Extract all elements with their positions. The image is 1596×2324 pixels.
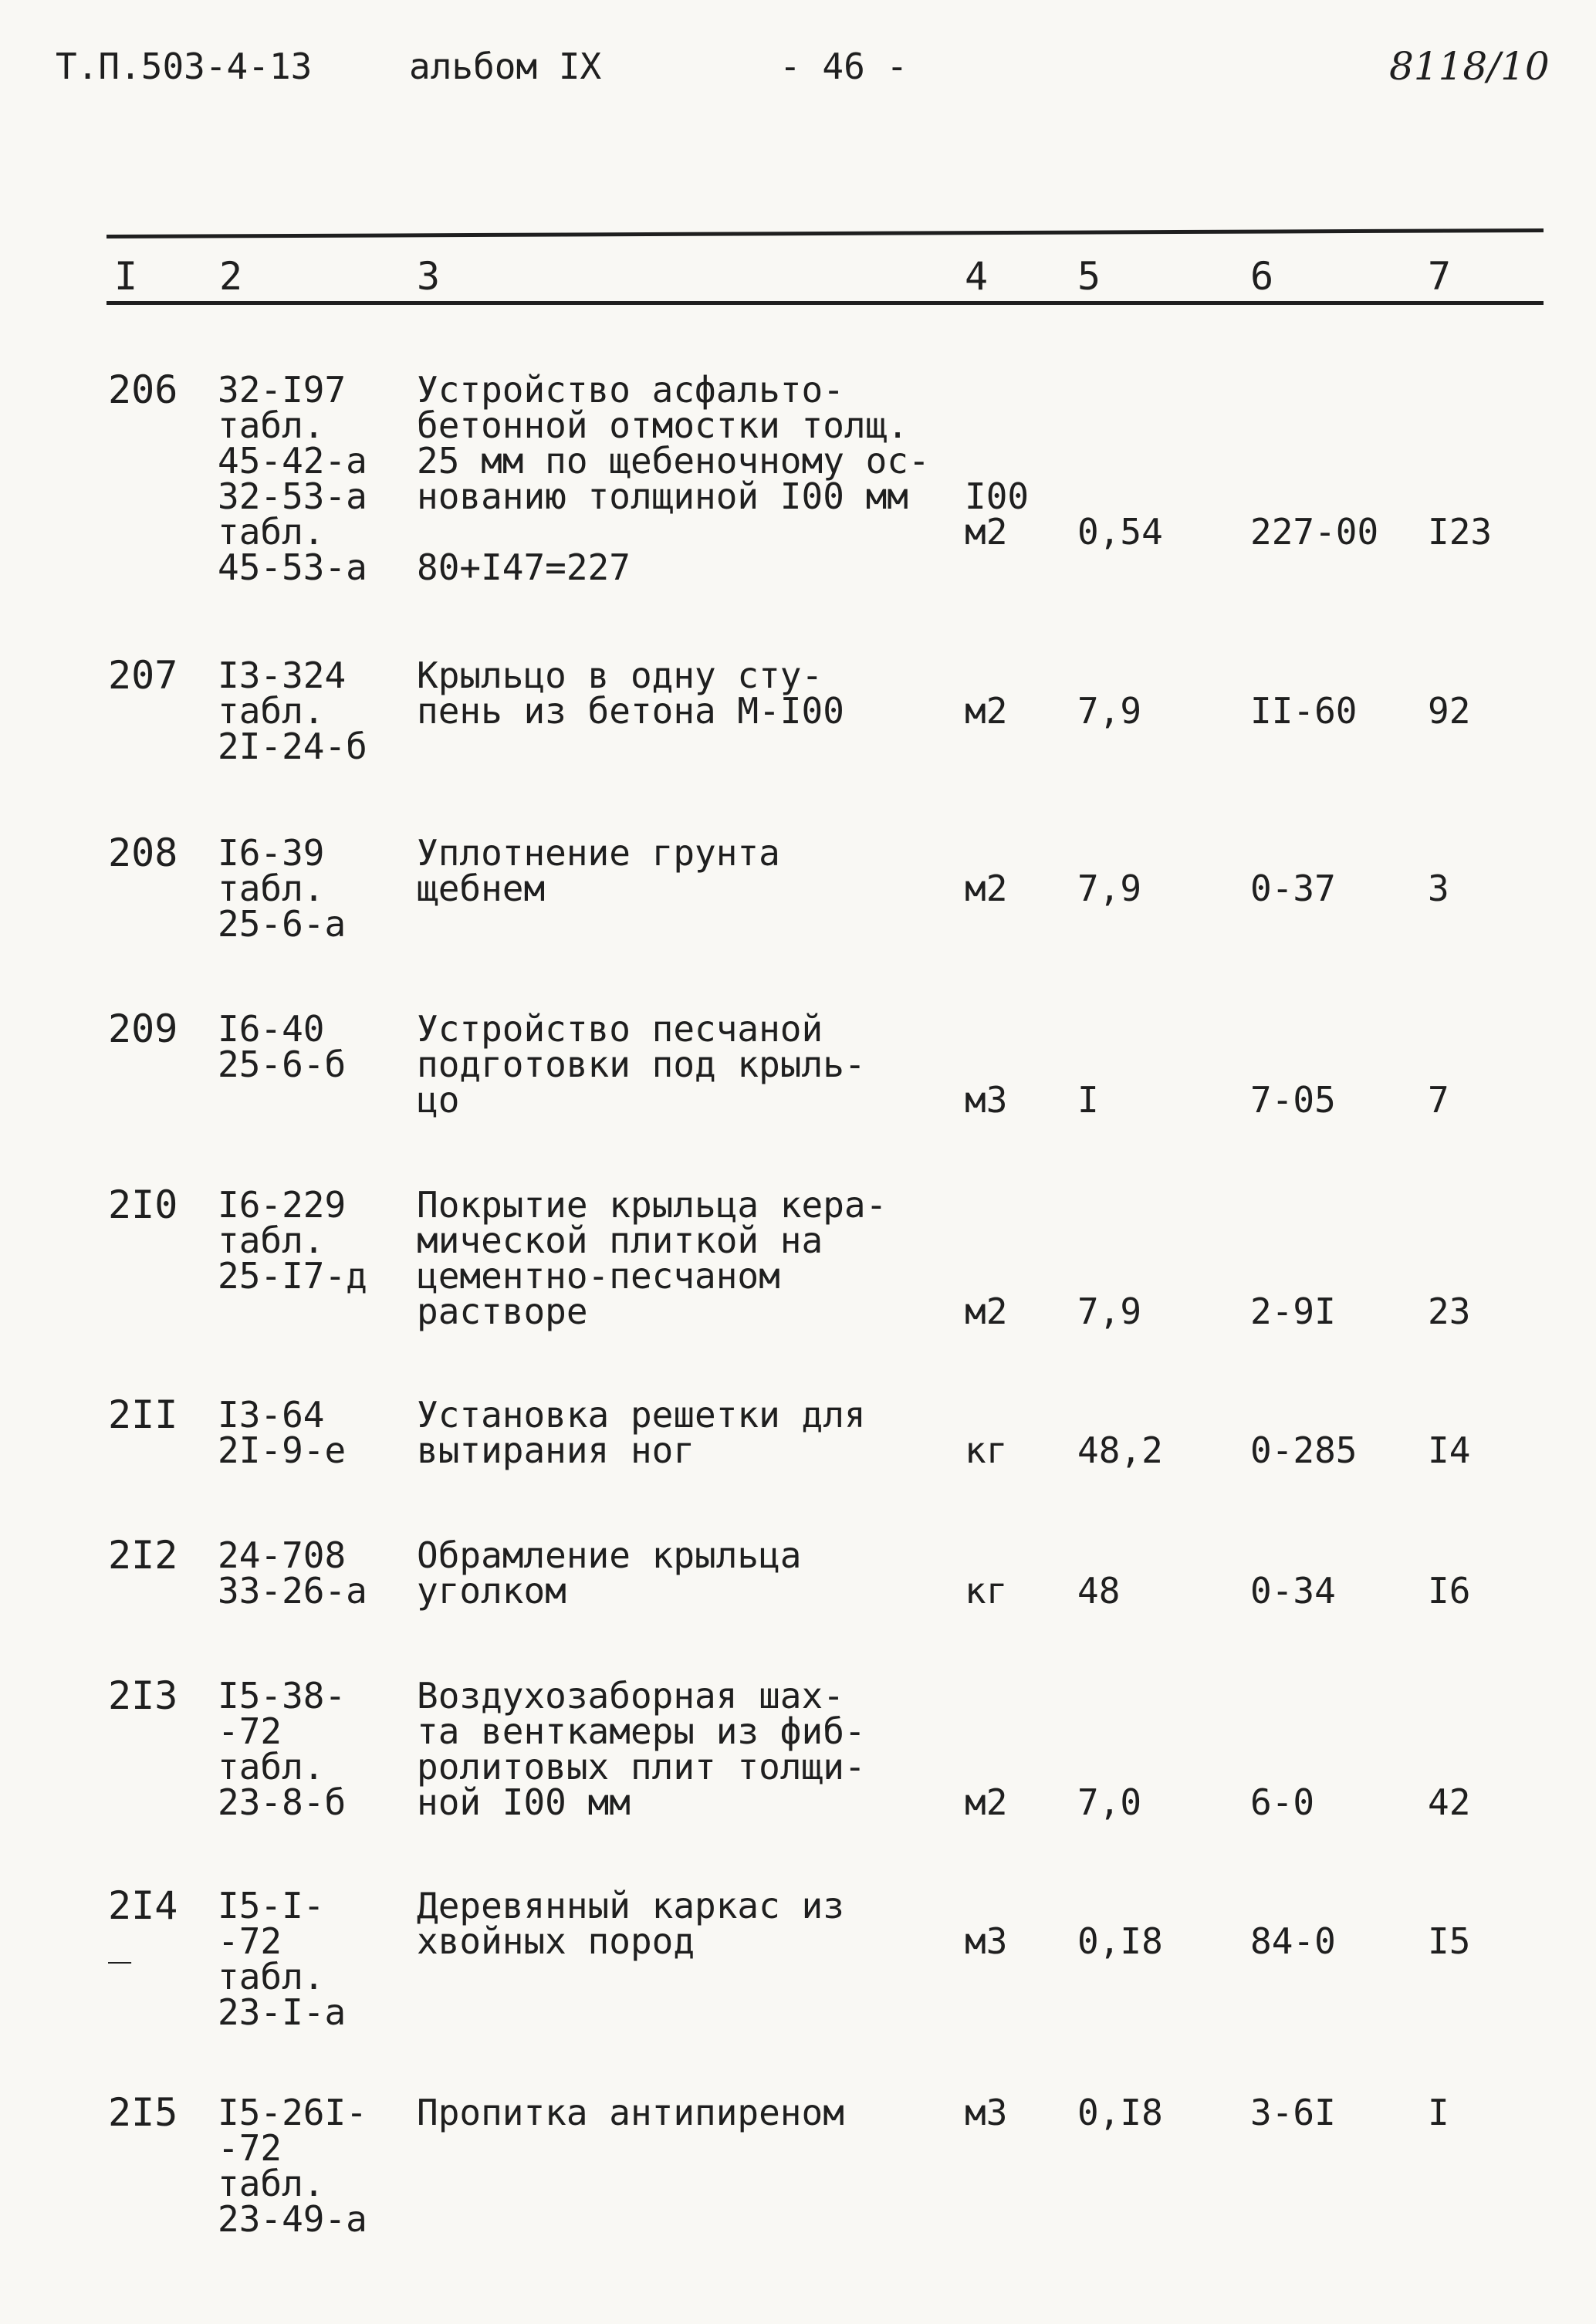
table-top-rule	[107, 228, 1544, 238]
unit: м3	[965, 2092, 1008, 2133]
total-cost: 3	[1428, 868, 1449, 909]
unit-price: 84-0	[1250, 1920, 1336, 1962]
quantity: 48,2	[1077, 1429, 1163, 1471]
work-description: Устройство песчаной подготовки под крыль- цо	[417, 1008, 866, 1121]
item-number: 209	[108, 1006, 178, 1051]
column-number: 7	[1428, 254, 1452, 299]
work-description: Обрамление крыльца уголком	[417, 1534, 802, 1612]
item-number: 2I4 _	[108, 1883, 178, 1964]
total-cost: 23	[1428, 1291, 1471, 1332]
unit: м2	[965, 690, 1008, 732]
document-code: Т.П.503-4-13	[56, 46, 313, 87]
total-cost: 7	[1428, 1079, 1449, 1121]
column-number: 3	[417, 254, 441, 299]
column-number: 6	[1250, 254, 1274, 299]
norm-codes: 32-I97 табл. 45-42-а 32-53-а табл. 45-53-а	[218, 369, 367, 588]
total-cost: 92	[1428, 690, 1471, 732]
item-number: 2I3	[108, 1673, 178, 1718]
total-cost: I	[1428, 2092, 1449, 2133]
work-description: Деревянный каркас из хвойных пород	[417, 1885, 844, 1962]
quantity: 0,I8	[1077, 2092, 1163, 2133]
quantity: 7,9	[1077, 1291, 1142, 1332]
header-underline	[107, 301, 1544, 305]
item-number: 2I0	[108, 1182, 178, 1227]
unit-price: 7-05	[1250, 1079, 1336, 1121]
work-description: Покрытие крыльца кера- мической плиткой на цементно-песчаном растворе	[417, 1184, 888, 1332]
work-description: Пропитка антипиреном	[417, 2092, 844, 2133]
total-cost: 42	[1428, 1781, 1471, 1823]
norm-codes: I6-40 25-6-б	[218, 1008, 347, 1085]
unit: м2	[965, 868, 1008, 909]
norm-codes: I5-26I- -72 табл. 23-49-а	[218, 2092, 367, 2240]
total-cost: I5	[1428, 1920, 1471, 1962]
total-cost: I4	[1428, 1429, 1471, 1471]
unit: м3	[965, 1079, 1008, 1121]
work-description: Крыльцо в одну сту- пень из бетона М-I00	[417, 655, 844, 732]
unit: кг	[965, 1429, 1008, 1471]
column-number: I	[114, 254, 138, 299]
album-label: альбом IX	[409, 46, 602, 87]
unit-price: 2-9I	[1250, 1291, 1336, 1332]
unit-price: 0-285	[1250, 1429, 1358, 1471]
total-cost: I23	[1428, 511, 1493, 553]
total-cost: I6	[1428, 1570, 1471, 1612]
unit: м3	[965, 1920, 1008, 1962]
norm-codes: I5-I- -72 табл. 23-I-а	[218, 1885, 347, 2033]
unit-price: 0-37	[1250, 868, 1336, 909]
page-number: - 46 -	[779, 46, 908, 87]
work-description: Уплотнение грунта щебнем	[417, 832, 780, 909]
unit-price: 3-6I	[1250, 2092, 1336, 2133]
unit-price: 6-0	[1250, 1781, 1315, 1823]
quantity: 0,I8	[1077, 1920, 1163, 1962]
quantity: 0,54	[1077, 511, 1163, 553]
norm-codes: I6-229 табл. 25-I7-д	[218, 1184, 367, 1297]
column-number: 5	[1077, 254, 1101, 299]
sheet-reference: 8118/10	[1389, 44, 1550, 89]
norm-codes: I5-38- -72 табл. 23-8-б	[218, 1675, 347, 1823]
column-number: 2	[219, 254, 243, 299]
unit-price: 227-00	[1250, 511, 1379, 553]
item-number: 2I2	[108, 1533, 178, 1578]
item-number: 206	[108, 367, 178, 412]
item-number: 207	[108, 653, 178, 698]
unit-price: 0-34	[1250, 1570, 1336, 1612]
norm-codes: I3-64 2I-9-е	[218, 1394, 347, 1471]
unit: м2	[965, 1781, 1008, 1823]
item-number: 2I5	[108, 2090, 178, 2135]
quantity: 7,9	[1077, 868, 1142, 909]
unit-price: II-60	[1250, 690, 1358, 732]
column-number: 4	[965, 254, 989, 299]
work-description: Воздухозаборная шах- та венткамеры из фиб- ролитовых плит толщи- ной I00 мм	[417, 1675, 866, 1823]
work-description: Устройство асфальто- бетонной отмостки толщ. 25 мм по щебеночному ос- нованию толщиной I00 мм 80+I47=227	[417, 369, 930, 588]
unit: м2	[965, 1291, 1008, 1332]
unit: кг	[965, 1570, 1008, 1612]
item-number: 2II	[108, 1392, 178, 1437]
norm-codes: I3-324 табл. 2I-24-б	[218, 655, 367, 767]
norm-codes: I6-39 табл. 25-6-а	[218, 832, 347, 945]
quantity: 7,0	[1077, 1781, 1142, 1823]
work-description: Установка решетки для вытирания ног	[417, 1394, 866, 1471]
quantity: 48	[1077, 1570, 1121, 1612]
item-number: 208	[108, 830, 178, 875]
quantity: 7,9	[1077, 690, 1142, 732]
quantity: I	[1077, 1079, 1099, 1121]
unit: I00 м2	[965, 475, 1030, 553]
norm-codes: 24-708 33-26-а	[218, 1534, 367, 1612]
